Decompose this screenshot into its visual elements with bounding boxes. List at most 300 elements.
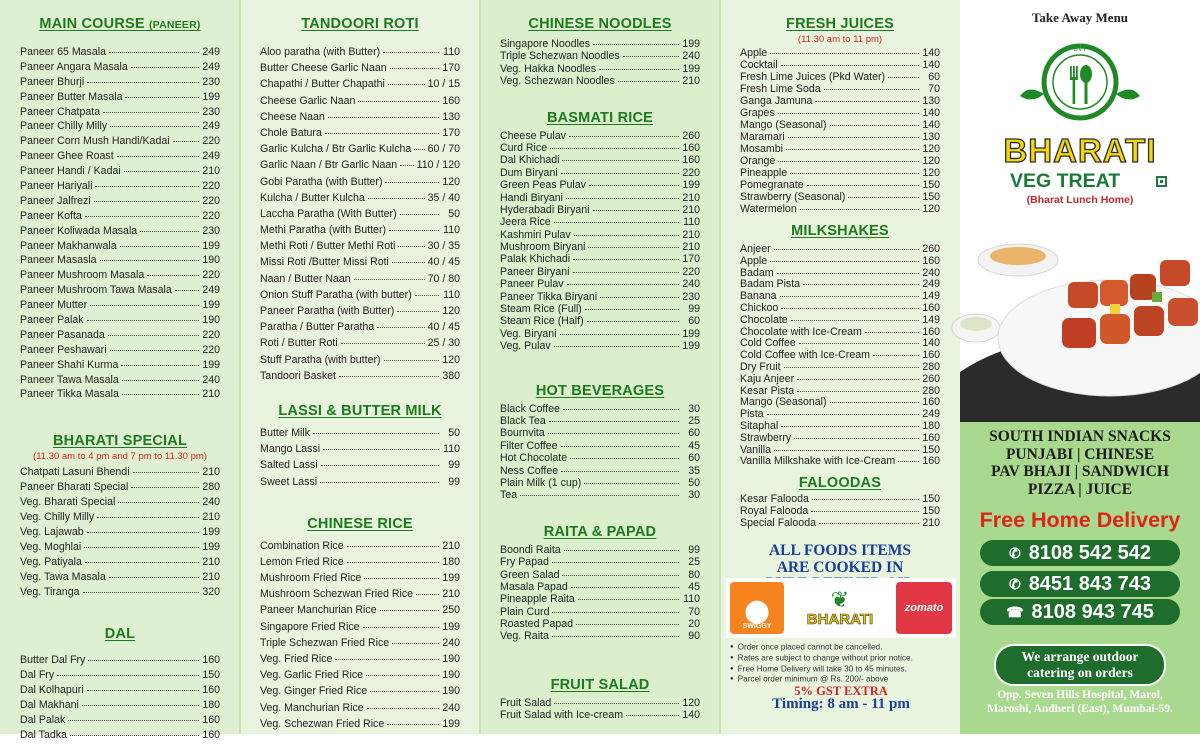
dot-leader xyxy=(800,209,919,210)
whatsapp-icon: ✆ xyxy=(1008,544,1021,561)
menu-item-name: Paneer Tawa Masala xyxy=(20,373,119,386)
menu-item-name: Veg. Ginger Fried Rice xyxy=(260,685,368,698)
menu-item xyxy=(500,179,700,191)
menu-item-price: 40 / 45 xyxy=(427,256,460,269)
menu-item-price: 199 xyxy=(682,327,700,340)
menu-item xyxy=(260,604,460,620)
dot-leader xyxy=(767,414,919,415)
dot-leader xyxy=(803,284,919,285)
menu-item-name: Sweet Lassi xyxy=(260,475,318,488)
menu-item xyxy=(260,143,460,159)
menu-item-price: 220 xyxy=(202,343,220,356)
menu-item xyxy=(260,459,460,475)
dot-leader xyxy=(90,305,199,306)
dot-leader xyxy=(554,222,679,223)
menu-item xyxy=(500,452,700,464)
menu-item-name: Dal Tadka xyxy=(20,729,67,742)
menu-item-price: 230 xyxy=(202,105,220,118)
menu-item-price: 60 xyxy=(688,315,700,328)
menu-item-price: 50 xyxy=(448,207,460,220)
dot-leader xyxy=(562,575,679,576)
menu-item-name: Vanilla xyxy=(740,443,772,456)
menu-item-price: 40 / 45 xyxy=(427,321,460,334)
lassi-list xyxy=(260,427,460,492)
menu-item-price: 280 xyxy=(922,360,940,373)
menu-item-price: 110 xyxy=(443,224,460,237)
phone-number-1[interactable] xyxy=(980,540,1180,566)
menu-item xyxy=(260,556,460,572)
dot-leader xyxy=(552,612,679,613)
tandoori-roti-title: TANDOORI ROTI xyxy=(301,16,419,32)
menu-item xyxy=(740,243,940,255)
order-policies xyxy=(730,642,956,685)
menu-item-name: Bournvita xyxy=(500,427,545,440)
dot-leader xyxy=(888,77,919,78)
dot-leader xyxy=(377,327,424,328)
menu-item xyxy=(500,75,700,87)
menu-item-price: 199 xyxy=(442,620,460,633)
dot-leader xyxy=(103,112,199,113)
menu-item-name: Banana xyxy=(740,290,777,303)
menu-item-name: Chole Batura xyxy=(260,126,322,139)
dot-leader xyxy=(120,246,199,247)
menu-item-name: Ness Coffee xyxy=(500,464,559,477)
cooking-oil-line: ALL FOODS ITEMS xyxy=(768,542,912,560)
menu-item xyxy=(740,326,940,338)
menu-item-name: Dry Fruit xyxy=(740,360,781,373)
dot-leader xyxy=(390,68,439,69)
menu-item-price: 30 / 35 xyxy=(427,240,460,253)
menu-item-name: Veg. Schezwan Fried Rice xyxy=(260,717,385,730)
outdoor-catering-line: catering on orders xyxy=(1027,665,1133,680)
menu-item xyxy=(740,455,940,467)
main-course-list xyxy=(20,46,220,403)
menu-item-name: Paneer Hariyali xyxy=(20,180,93,193)
menu-item xyxy=(20,669,220,684)
menu-item-price: 220 xyxy=(202,269,220,282)
menu-item xyxy=(740,131,940,143)
dot-leader xyxy=(623,56,679,57)
dot-leader xyxy=(584,483,679,484)
menu-item-name: Paneer Koliwada Masala xyxy=(20,224,138,237)
dot-leader xyxy=(550,148,679,149)
brand-panel xyxy=(960,0,1200,734)
menu-item xyxy=(740,167,940,179)
dot-leader xyxy=(788,137,919,138)
menu-item xyxy=(20,120,220,135)
menu-item-name: Mushroom Biryani xyxy=(500,241,586,254)
menu-item-price: 320 xyxy=(202,585,220,598)
dot-leader xyxy=(57,675,199,676)
menu-item xyxy=(500,465,700,477)
menu-item-name: Chickoo xyxy=(740,301,779,314)
dot-leader xyxy=(321,465,439,466)
dot-leader xyxy=(95,186,199,187)
menu-item-name: Pineapple xyxy=(740,167,788,179)
menu-item xyxy=(500,167,700,179)
fresh-juices-section xyxy=(740,16,940,215)
dot-leader xyxy=(380,610,439,611)
menu-item xyxy=(20,511,220,526)
basmati-rice-section xyxy=(500,110,700,353)
dot-leader xyxy=(87,82,199,83)
dot-leader xyxy=(593,44,679,45)
brand-tagline: (Bharat Lunch Home) xyxy=(1026,194,1134,206)
swiggy-logo[interactable] xyxy=(730,582,784,634)
menu-item-price: 210 xyxy=(202,570,220,583)
hot-beverages-list xyxy=(500,403,700,502)
menu-item-name: Paneer Masasla xyxy=(20,254,97,267)
menu-item-name: Maramari xyxy=(740,131,785,143)
menu-item xyxy=(20,541,220,556)
menu-item-price: 160 xyxy=(922,325,940,338)
menu-item xyxy=(20,91,220,106)
menu-item-name: Cold Coffee with Ice-Cream xyxy=(740,349,870,362)
menu-item xyxy=(500,192,700,204)
dot-leader xyxy=(117,156,199,157)
bharati-special-section xyxy=(20,433,220,600)
menu-item xyxy=(260,46,460,62)
dot-leader xyxy=(567,284,679,285)
dot-leader xyxy=(110,126,199,127)
menu-item xyxy=(260,354,460,370)
menu-item-price: 199 xyxy=(442,572,460,585)
menu-item xyxy=(260,62,460,78)
dot-leader xyxy=(824,89,919,90)
column-divider xyxy=(479,0,481,734)
menu-item xyxy=(500,556,700,568)
menu-item xyxy=(500,593,700,605)
dot-leader xyxy=(865,332,919,333)
dot-leader xyxy=(388,84,425,85)
menu-item xyxy=(740,179,940,191)
dot-leader xyxy=(848,197,919,198)
menu-item xyxy=(500,477,700,489)
menu-item xyxy=(740,314,940,326)
menu-item xyxy=(20,210,220,225)
fruit-salad-section xyxy=(500,677,700,722)
menu-item-price: 249 xyxy=(202,120,220,133)
menu-item-name: Paneer Chatpata xyxy=(20,105,101,118)
menu-item xyxy=(500,142,700,154)
menu-item xyxy=(740,203,940,215)
chinese-noodles-list xyxy=(500,38,700,88)
menu-item-price: 120 xyxy=(922,167,940,179)
dot-leader xyxy=(88,660,199,661)
policy-item: ● Rates are subject to change without prior notice. xyxy=(730,653,956,664)
dot-leader xyxy=(125,97,199,98)
menu-item xyxy=(260,78,460,94)
phone-number-text: 8108 542 542 xyxy=(1028,541,1152,564)
menu-item-name: Orange xyxy=(740,155,776,167)
menu-item-price: 160 xyxy=(922,254,940,267)
chinese-rice-section xyxy=(260,516,460,734)
dot-leader xyxy=(561,173,679,174)
menu-item xyxy=(20,254,220,269)
menu-item-name: Hot Chocolate xyxy=(500,452,568,465)
menu-item xyxy=(500,229,700,241)
phone-number-2[interactable] xyxy=(980,571,1180,597)
menu-item-name: Steam Rice (Full) xyxy=(500,303,582,316)
dot-leader xyxy=(561,446,679,447)
menu-item-name: Fruit Salad xyxy=(500,696,552,709)
menu-item-price: 199 xyxy=(202,299,220,312)
dot-leader xyxy=(124,171,199,172)
zomato-logo[interactable]: zomato xyxy=(896,582,952,634)
menu-item-name: Paneer 65 Masala xyxy=(20,46,106,58)
menu-item-price: 180 xyxy=(202,699,220,712)
menu-item-price: 60 xyxy=(928,71,940,83)
dot-leader xyxy=(815,101,919,102)
dot-leader xyxy=(415,295,439,296)
menu-item-name: Apple xyxy=(740,254,768,267)
menu-item xyxy=(500,278,700,290)
menu-item xyxy=(740,373,940,385)
menu-item-name: Kesar Falooda xyxy=(740,493,809,506)
menu-item-price: 210 xyxy=(682,241,700,254)
menu-item-price: 199 xyxy=(442,717,460,730)
dot-leader xyxy=(770,53,919,54)
menu-item-name: Royal Falooda xyxy=(740,505,809,518)
menu-item-name: Paneer Kofta xyxy=(20,209,82,222)
menu-item-name: Chatpati Lasuni Bhendi xyxy=(20,466,130,479)
menu-item xyxy=(260,111,460,127)
dot-leader xyxy=(392,262,425,263)
dot-leader xyxy=(566,198,679,199)
menu-item xyxy=(20,61,220,76)
dot-leader xyxy=(548,433,679,434)
brand-subname: VEG TREAT xyxy=(1010,170,1121,192)
dot-leader xyxy=(385,182,439,183)
dot-leader xyxy=(799,343,919,344)
menu-item xyxy=(500,489,700,501)
menu-item-price: 140 xyxy=(922,337,940,350)
address-line: Opp. Seven Hills Hospital, Marol, xyxy=(997,689,1163,701)
emblem-letters: BVT xyxy=(1073,46,1087,53)
menu-item xyxy=(500,697,700,709)
menu-item xyxy=(260,256,460,272)
menu-item-price: 160 xyxy=(922,431,940,444)
dot-leader xyxy=(383,52,439,53)
menu-item xyxy=(740,255,940,267)
menu-item-name: Ganga Jamuna xyxy=(740,95,813,107)
dot-leader xyxy=(554,703,679,704)
dot-leader xyxy=(554,346,679,347)
specialty-line: PUNJABI | CHINESE xyxy=(1005,445,1155,463)
menu-item xyxy=(740,361,940,373)
menu-item xyxy=(20,46,220,61)
menu-item-price: 199 xyxy=(202,358,220,371)
menu-item xyxy=(740,59,940,71)
menu-item-name: Apple xyxy=(740,47,768,59)
menu-item xyxy=(20,714,220,729)
dot-leader xyxy=(552,636,679,637)
menu-item-price: 210 xyxy=(202,555,220,568)
menu-item-price: 220 xyxy=(202,209,220,222)
milkshakes-section xyxy=(740,223,940,467)
menu-item-price: 260 xyxy=(922,372,940,385)
dot-leader xyxy=(118,502,199,503)
menu-item-price: 249 xyxy=(202,46,220,58)
menu-item-price: 110 / 120 xyxy=(416,159,460,172)
menu-item xyxy=(260,208,460,224)
chinese-noodles-title: CHINESE NOODLES xyxy=(528,16,672,32)
menu-item-name: Strawberry (Seasonal) xyxy=(740,191,846,203)
menu-item-price: 199 xyxy=(202,525,220,538)
bharati-special-hours: (11.30 am to 4 pm and 7 pm to 11.30 pm) xyxy=(33,451,207,463)
dot-leader xyxy=(812,499,919,500)
menu-item-name: Paneer Palak xyxy=(20,314,84,327)
dot-leader xyxy=(347,546,439,547)
menu-item-price: 130 xyxy=(442,110,460,123)
menu-item-price: 249 xyxy=(202,150,220,163)
dot-leader xyxy=(358,101,439,102)
menu-item xyxy=(20,526,220,541)
menu-item-price: 45 xyxy=(688,439,700,452)
dot-leader xyxy=(85,562,199,563)
menu-item xyxy=(20,195,220,210)
menu-item-price: 210 xyxy=(922,517,940,530)
dot-leader xyxy=(561,471,679,472)
menu-item-price: 210 xyxy=(682,75,700,88)
menu-item-price: 240 xyxy=(682,278,700,291)
dot-leader xyxy=(320,482,439,483)
menu-item xyxy=(20,299,220,314)
menu-item-name: Combination Rice xyxy=(260,539,344,552)
menu-item-price: 240 xyxy=(922,266,940,279)
dot-leader xyxy=(398,246,424,247)
menu-item-price: 249 xyxy=(922,408,940,421)
menu-item-name: Triple Schezwan Noodles xyxy=(500,50,620,63)
menu-item-name: Fresh Lime Soda xyxy=(740,83,821,95)
menu-item xyxy=(500,581,700,593)
menu-item-name: Dal Kolhapuri xyxy=(20,684,84,697)
menu-item xyxy=(740,302,940,314)
menu-item-price: 240 xyxy=(202,496,220,509)
menu-item xyxy=(740,267,940,279)
menu-item xyxy=(260,702,460,718)
address-line: Maroshi, Andheri (East), Mumbai-59. xyxy=(987,703,1173,715)
menu-item xyxy=(260,476,460,492)
dot-leader xyxy=(121,365,199,366)
menu-item xyxy=(500,340,700,352)
phone-number-3[interactable] xyxy=(980,599,1180,625)
cooking-oil-line: ARE COOKED IN xyxy=(776,558,904,576)
menu-item-price: 99 xyxy=(688,303,700,316)
dot-leader xyxy=(778,161,919,162)
menu-item xyxy=(740,408,940,420)
menu-item-price: 240 xyxy=(202,373,220,386)
menu-item-name: Butter Milk xyxy=(260,426,311,439)
menu-item-price: 160 xyxy=(922,455,940,468)
menu-item-price: 140 xyxy=(922,107,940,119)
menu-item xyxy=(740,155,940,167)
menu-item xyxy=(260,669,460,685)
menu-item-name: Kulcha / Butter Kulcha xyxy=(260,191,365,204)
main-course-subtitle: (PANEER) xyxy=(148,19,201,31)
menu-item-price: 140 xyxy=(922,119,940,131)
menu-item xyxy=(20,586,220,601)
menu-item xyxy=(20,388,220,403)
menu-item-price: 35 / 40 xyxy=(427,191,460,204)
brand-emblem-icon xyxy=(1018,38,1142,126)
menu-item xyxy=(500,328,700,340)
menu-item xyxy=(20,556,220,571)
menu-item xyxy=(260,427,460,443)
dot-leader xyxy=(774,450,919,451)
menu-item-price: 210 xyxy=(682,203,700,216)
menu-item xyxy=(20,225,220,240)
menu-item xyxy=(740,444,940,456)
menu-item-name: Veg. Fried Rice xyxy=(260,653,333,665)
menu-item-price: 240 xyxy=(442,636,460,649)
menu-item-price: 250 xyxy=(442,604,460,617)
dot-leader xyxy=(781,426,919,427)
menu-item-name: Pineapple Raita xyxy=(500,593,575,606)
menu-item xyxy=(260,370,460,386)
menu-item-name: Plain Milk (1 cup) xyxy=(500,476,582,489)
dot-leader xyxy=(323,449,439,450)
menu-item-name: Veg. Bharati Special xyxy=(20,496,116,509)
menu-item xyxy=(260,443,460,459)
free-home-delivery-heading: Free Home Delivery xyxy=(979,508,1181,532)
menu-item-price: 199 xyxy=(202,239,220,252)
menu-item-price: 190 xyxy=(202,314,220,327)
menu-item-price: 199 xyxy=(682,62,700,75)
menu-item-name: Anjeer xyxy=(740,243,771,255)
fresh-juices-list xyxy=(740,47,940,215)
menu-item-name: Paratha / Butter Paratha xyxy=(260,321,375,334)
menu-item-price: 160 xyxy=(922,349,940,362)
dot-leader xyxy=(122,380,199,381)
raita-papad-list xyxy=(500,544,700,643)
menu-item-name: Masala Papad xyxy=(500,580,568,593)
menu-item-name: Paneer Mutter xyxy=(20,299,88,312)
menu-item xyxy=(260,718,460,734)
menu-item-name: Gobi Paratha (with Butter) xyxy=(260,175,383,188)
dot-leader xyxy=(354,279,425,280)
dot-leader xyxy=(784,367,919,368)
dot-leader xyxy=(576,624,679,625)
dot-leader xyxy=(109,577,199,578)
chinese-noodles-section xyxy=(500,16,700,88)
menu-item xyxy=(20,269,220,284)
dot-leader xyxy=(414,149,424,150)
dot-leader xyxy=(587,321,679,322)
menu-item-name: Salted Lassi xyxy=(260,459,318,472)
specialty-line: PAV BHAJI | SANDWICH xyxy=(991,463,1169,480)
menu-item-name: Mango Lassi xyxy=(260,443,321,456)
menu-item-name: Green Salad xyxy=(500,568,560,581)
menu-item-price: 99 xyxy=(448,475,460,488)
dot-leader xyxy=(70,735,199,736)
menu-item-name: Paneer Peshawari xyxy=(20,343,107,356)
dot-leader xyxy=(830,125,919,126)
bharati-mini-word: BHARATI xyxy=(806,610,874,628)
menu-item-name: Methi Roti / Butter Methi Roti xyxy=(260,240,396,253)
menu-item-name: Mango (Seasonal) xyxy=(740,396,827,409)
menu-item-name: Veg. Chilly Milly xyxy=(20,511,95,524)
menu-item-name: Roasted Papad xyxy=(500,618,574,631)
menu-item-price: 170 xyxy=(442,62,460,75)
menu-item-name: Cheese Pulav xyxy=(500,129,566,142)
dot-leader xyxy=(366,675,439,676)
menu-item xyxy=(740,107,940,119)
menu-item-name: Cocktail xyxy=(740,59,778,71)
outdoor-catering-badge xyxy=(994,644,1166,686)
menu-item-name: Paneer Paratha (with Butter) xyxy=(260,305,395,317)
menu-item-name: Pista xyxy=(740,408,764,421)
